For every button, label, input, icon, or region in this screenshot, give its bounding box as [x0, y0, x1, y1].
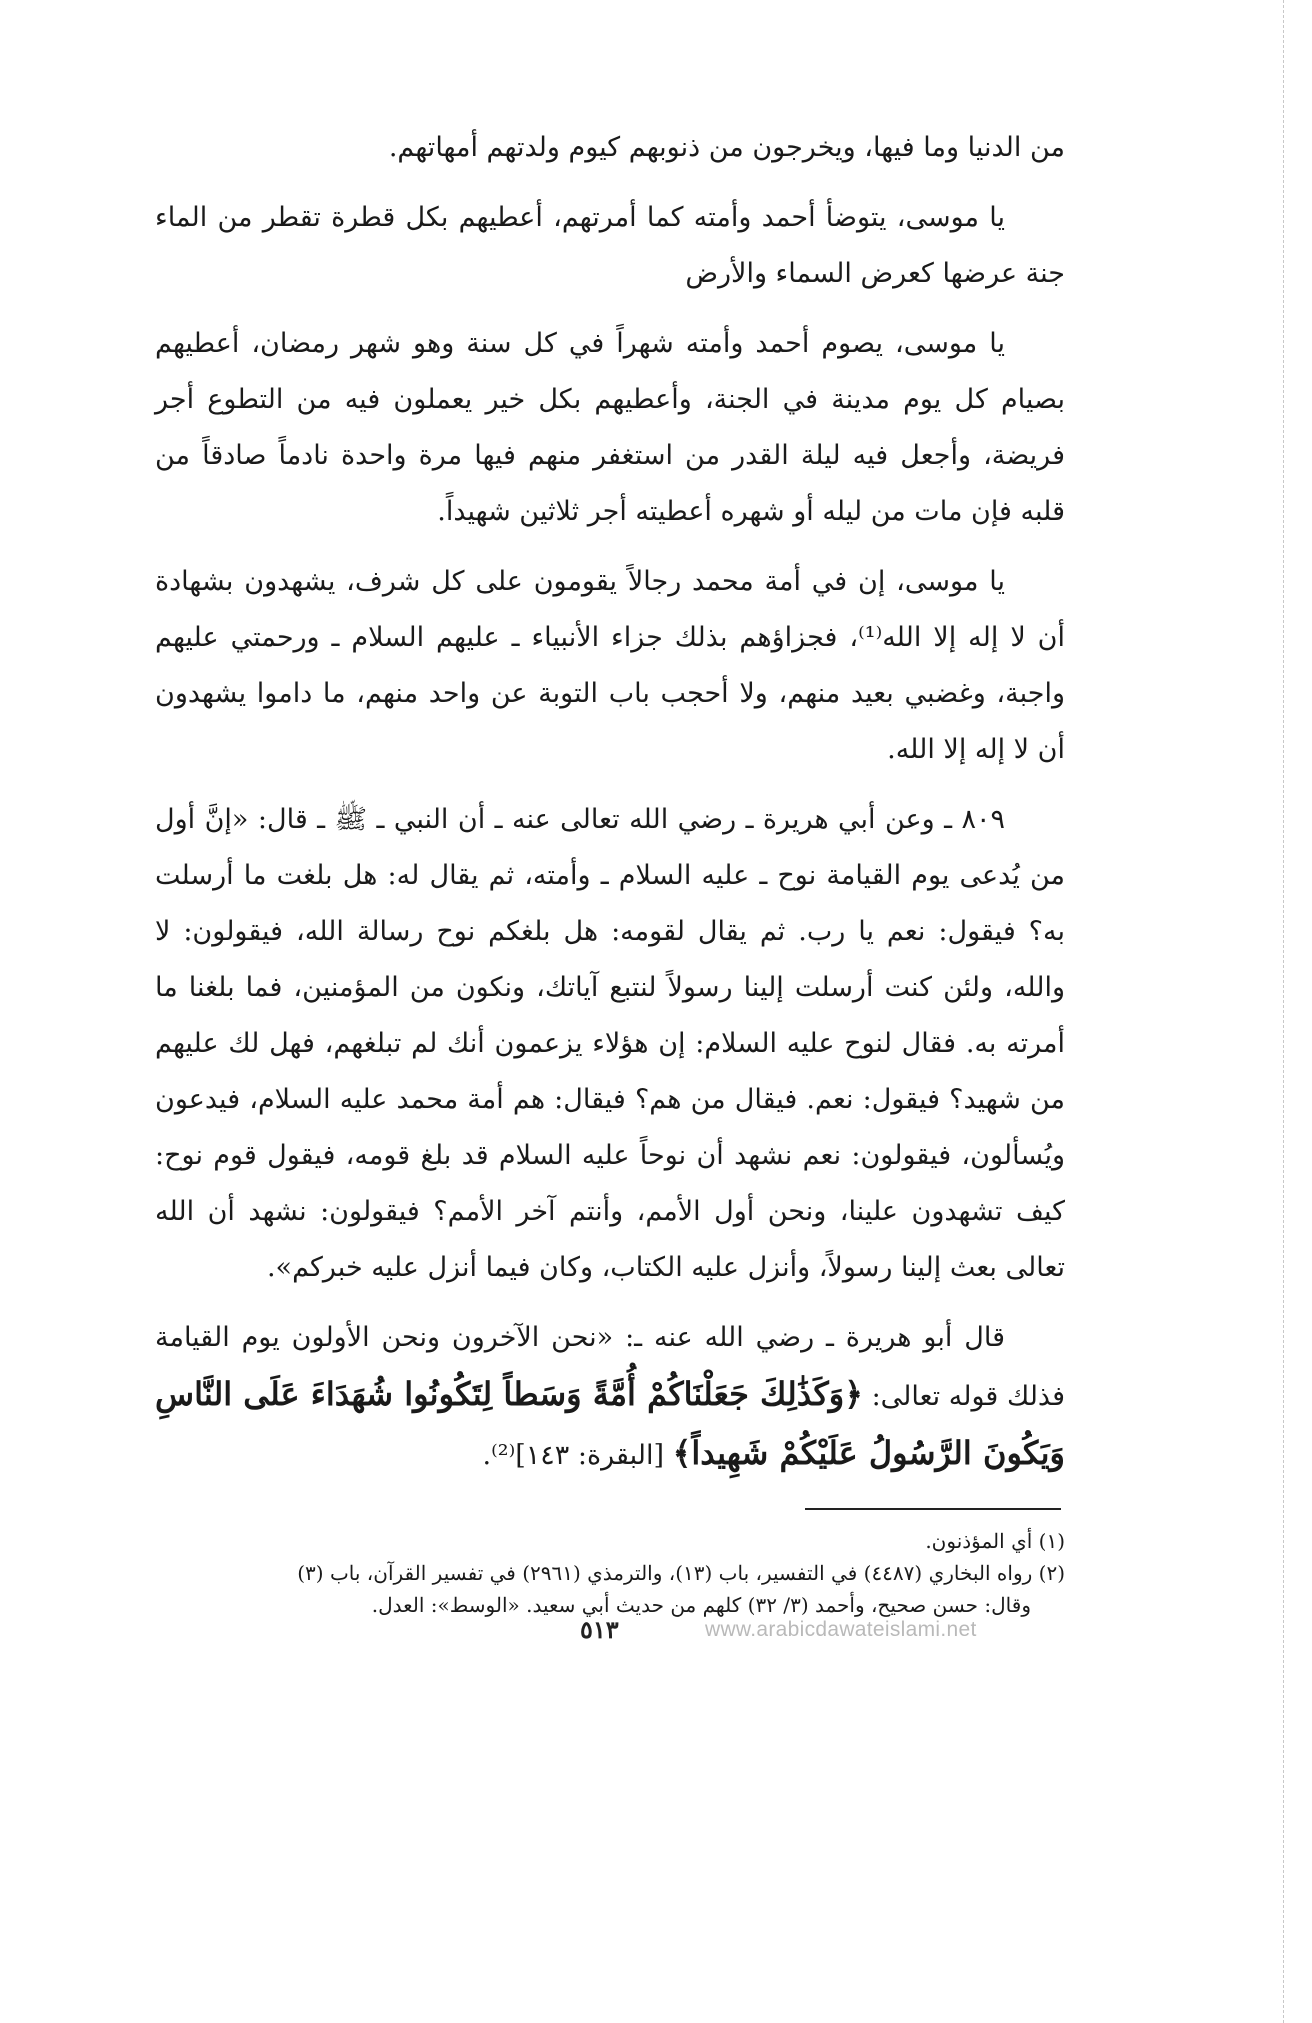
footnote-1: (١) أي المؤذنون.	[925, 1529, 1065, 1553]
paragraph-1: من الدنيا وما فيها، ويخرجون من ذنوبهم كيوم ولدتهم أمهاتهم.	[388, 132, 1065, 163]
closing-paragraph-lead: قال أبو هريرة ـ رضي الله عنه ـ: «نحن الآخرون ونحن الأولون يوم القيامة فذلك قوله تعالى:	[155, 1322, 1066, 1412]
website-watermark: www.arabicdawateislami.net	[705, 1618, 977, 1641]
paragraph-4: يا موسى، إن في أمة محمد رجالاً يقومون على كل شرف، يشهدون بشهادة أن لا إله إلا الله⁽¹⁾، فجزاؤهم بذلك جزاء الأنبياء ـ عليهم السلام ـ ورحمتي عليهم واجبة، وغضبي بعيد منهم، ولا أحجب باب التوبة عن واحد منهم، ما داموا يشهدون أن لا إله إلا الله.	[155, 566, 1066, 765]
closing-paragraph	[155, 1310, 1065, 1484]
footnote-2: (٢) رواه البخاري (٤٤٨٧) في التفسير، باب (١٣)، والترمذي (٢٩٦١) في تفسير القرآن، باب (٣)	[297, 1561, 1065, 1585]
quran-verse: ﴿وَكَذَٰلِكَ جَعَلْنَاكُمْ أُمَّةً وَسَطاً لِتَكُونُوا شُهَدَاءَ عَلَى النَّاسِ وَيَكُونَ الرَّسُولُ عَلَيْكُمْ شَهِيداً﴾	[155, 1375, 1065, 1472]
footnotes	[155, 1526, 1065, 1622]
verse-reference: [البقرة: ١٤٣]⁽²⁾.	[482, 1440, 673, 1471]
scan-edge-line	[1283, 0, 1284, 2023]
paragraph-3: يا موسى، يصوم أحمد وأمته شهراً في كل سنة وهو شهر رمضان، أعطيهم بصيام كل يوم مدينة في الجنة، وأعطيهم بكل خير يعملون فيه من التطوع أجر فريضة، وأجعل فيه ليلة القدر من استغفر منهم فيها مرة واحدة نادماً صادقاً من قلبه فإن مات من ليله أو شهره أعطيته أجر ثلاثين شهيداً.	[155, 328, 1065, 527]
main-text	[155, 120, 1065, 1498]
footnote-2-continued: وقال: حسن صحيح، وأحمد (٣/ ٣٢) كلهم من حديث أبي سعيد. «الوسط»: العدل.	[371, 1593, 1031, 1617]
page-number: ٥١٣	[580, 1615, 619, 1644]
hadith-809-paragraph: ٨٠٩ ـ وعن أبي هريرة ـ رضي الله تعالى عنه ـ أن النبي ـ ﷺ ـ قال: «إنَّ أول من يُدعى يوم القيامة نوح ـ عليه السلام ـ وأمته، ثم يقال له: هل بلغت ما أرسلت به؟ فيقول: نعم يا رب. ثم يقال لقومه: هل بلغكم نوح رسالة الله، فيقولون: لا والله، ولئن كنت أرسلت إلينا رسولاً لنتبع آياتك، ونكون من المؤمنين، فما بلغنا ما أمرته به. فقال لنوح عليه السلام: إن هؤلاء يزعمون أنك لم تبلغهم، فهل لك عليهم من شهيد؟ فيقول: نعم. فيقال من هم؟ فيقال: هم أمة محمد عليه السلام، فيدعون ويُسألون، فيقولون: نعم نشهد أن نوحاً عليه السلام قد بلغ قومه، فيقول قوم نوح: كيف تشهدون علينا، ونحن أول الأمم، وأنتم آخر الأمم؟ فيقولون: نشهد أن الله تعالى بعث إلينا رسولاً، وأنزل عليه الكتاب، وكان فيما أنزل عليه خبركم».	[155, 804, 1065, 1283]
footnote-divider	[805, 1508, 1061, 1510]
paragraph-2: يا موسى، يتوضأ أحمد وأمته كما أمرتهم، أعطيهم بكل قطرة تقطر من الماء جنة عرضها كعرض السماء والأرض	[155, 202, 1065, 289]
